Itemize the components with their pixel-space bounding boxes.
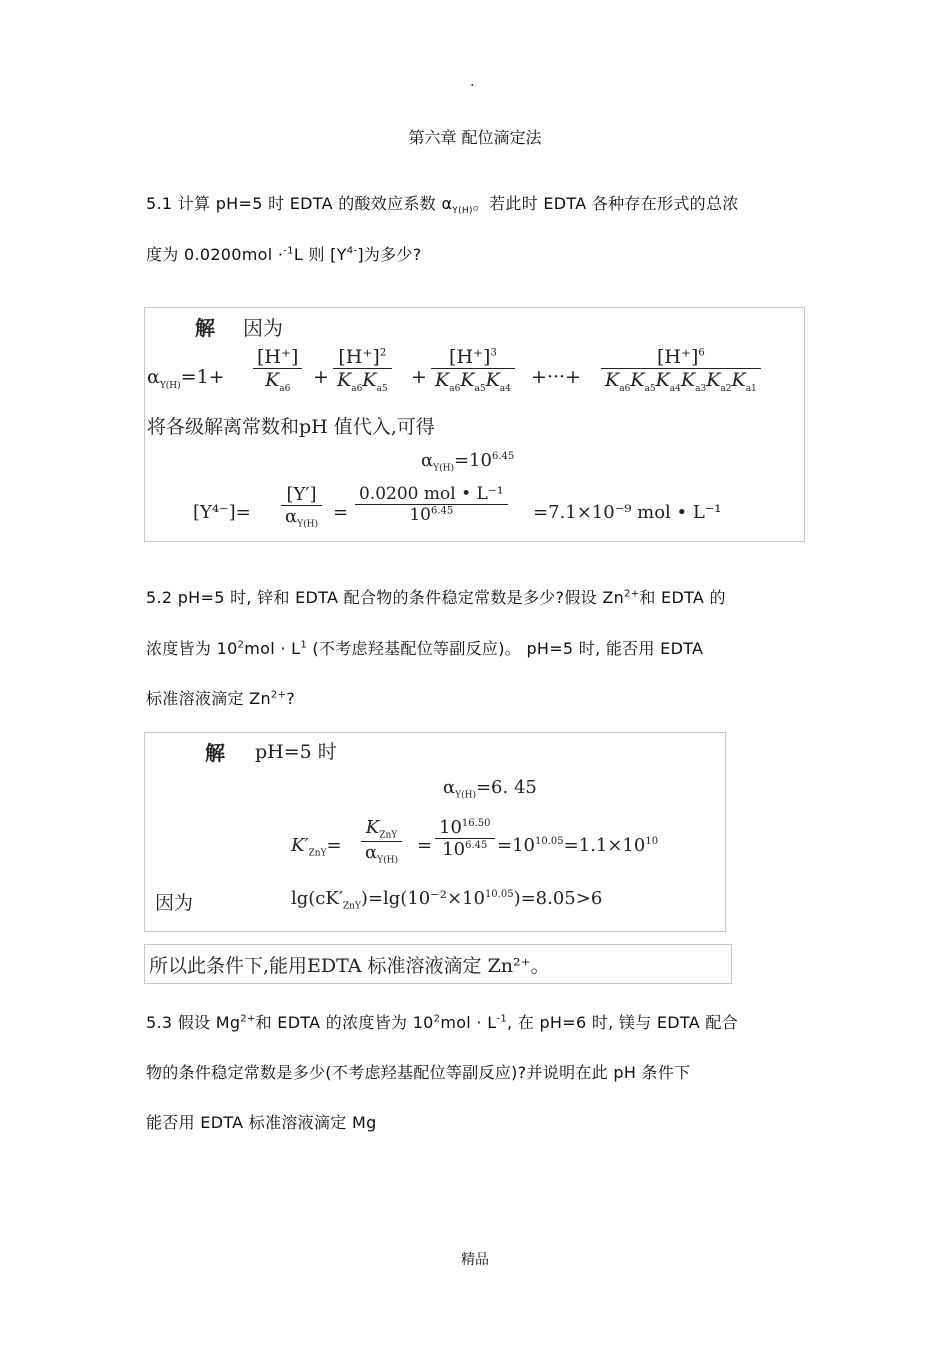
q51-line2 (146, 242, 422, 265)
k-sub: ZnY (308, 848, 327, 859)
alpha-b: =10 (453, 450, 492, 471)
q51-text-b: 。若此时 EDTA 各种存在形式的总浓 (472, 194, 739, 213)
alpha-exp: 6.45 (491, 451, 515, 462)
q51-sub: Y(H) (452, 206, 473, 217)
eq-mid: = (417, 835, 433, 856)
frac-num: [H⁺] (338, 346, 380, 368)
sol51-frac4: $\frac{[H^+]^6}{K_{a6}K_{a5}K_{a4}K_{a3}K_{a2}K_{a1}}$ (601, 346, 761, 394)
frac-num: [H⁺] (449, 346, 491, 368)
ten: 10 (409, 505, 431, 525)
k-frac: $K_{ZnY}$ $\alpha_{Y(H)}$ (361, 817, 402, 865)
sol51-jie: 解 (195, 316, 215, 340)
conc: 0.0200 mol • L⁻¹ (355, 484, 508, 505)
q51-line2-a: 度为 0.0200mol · (146, 245, 284, 264)
q52-line2-a: 浓度皆为 10 (146, 639, 238, 658)
sol52-lg-equation: $\lg(cK'_{ZnY})=\lg(10^{-2}\times 10^{10.05})=8.05>6$ (291, 888, 603, 912)
result-a: =10 (497, 835, 535, 856)
q53-line1-d: , 在 pH=6 时, 镁与 EDTA 配合 (507, 1013, 738, 1032)
q52-line1-b: 和 EDTA 的 (639, 588, 726, 607)
exp-645: 6.45 (465, 840, 488, 851)
exp-10: 10 (645, 836, 659, 847)
lg-result: )=8.05>6 (513, 888, 603, 909)
alpha-a: α (443, 777, 456, 798)
q51-line2-b: L 则 [Y (293, 245, 347, 264)
y4-lhs: [Y⁴⁻]= (193, 502, 251, 523)
sol51-alpha: α (147, 366, 160, 388)
page-footer: 精品 (461, 1252, 489, 1268)
exp: 6.45 (430, 505, 454, 517)
conc-frac (355, 484, 508, 525)
exp-1005: 10.05 (535, 836, 564, 847)
q52-line2-c: (不考虑羟基配位等副反应)。 pH=5 时, 能否用 EDTA (306, 639, 704, 658)
sol52-jie: 解 (205, 741, 225, 765)
q53-line1-sup3: -1 (496, 1013, 507, 1025)
q52-line2 (146, 636, 703, 659)
header-dot: . (470, 74, 475, 90)
alpha-a: α (421, 450, 434, 471)
sol51-frac2: $\frac{[H^+]^2}{K_{a6}K_{a5}}$ (333, 346, 392, 394)
sol52-yinwei: 因为 (155, 892, 194, 914)
y-frac: $\frac{[Y']}{\alpha_{Y(H)}}$ (281, 484, 322, 530)
q53-line2: 物的条件稳定常数是多少(不考虑羟基配位等副反应)?并说明在此 pH 条件下 (146, 1063, 691, 1082)
y-prime: [Y′] (281, 484, 322, 506)
alpha-b: =6. 45 (475, 777, 537, 798)
frac-num: [H⁺] (257, 346, 299, 368)
q53-line1 (146, 1010, 738, 1033)
q52-line2-sup: 2 (237, 639, 245, 651)
solution-52-image (144, 732, 726, 932)
frac-den: K (265, 369, 280, 391)
alpha-sub: Y(H) (433, 463, 454, 474)
q52-line2-sup2: 1 (300, 639, 307, 651)
chapter-title: 第六章 配位滴定法 (408, 128, 542, 147)
q53-line1-sup: 2+ (240, 1013, 256, 1025)
sol52-k-equation: $K'_{ZnY}=$ $K_{ZnY}$ $\alpha_{Y(H)}$ = $\frac{10^{16.50}}{10^{6.45}}$ $=10^{10.05}=1.1\times 10^{10}$ (291, 817, 659, 866)
q53-line1-c: mol · L (440, 1013, 497, 1032)
sol51-y4-equation: [Y⁴⁻]= $\frac{[Y']}{\alpha_{Y(H)}}$ = 0.0200 mol • L⁻¹ $10^{6.45}$ =7.1×10⁻⁹ mol • L⁻¹ (193, 484, 722, 530)
sol52-ph: pH=5 时 (255, 741, 337, 763)
q51-line2-sup: -1 (283, 245, 294, 257)
q52-line1-a: 5.2 pH=5 时, 锌和 EDTA 配合物的条件稳定常数是多少?假设 Zn (146, 588, 625, 607)
sol51-frac3: $\frac{[H^+]^3}{K_{a6}K_{a5}K_{a4}}$ (431, 346, 515, 394)
q52-line2-b: mol · L (244, 639, 301, 658)
frac-num: [H⁺] (656, 346, 699, 368)
lg-exp: 10.05 (484, 889, 514, 900)
solution-52-conclusion-image (144, 944, 732, 984)
q51-line1 (146, 191, 739, 216)
ten-frac: $\frac{10^{16.50}}{10^{6.45}}$ (435, 817, 495, 860)
q51-line2-sup2: 4- (346, 245, 358, 257)
q51-text-a: 5.1 计算 pH=5 时 EDTA 的酸效应系数 α (146, 194, 453, 213)
sol51-alpha-result (421, 450, 514, 474)
sol51-frac1: $\frac{[H^+]}{K_{a6}}$ (253, 346, 302, 394)
sol51-yinwei: 因为 (243, 316, 283, 340)
result-b: =1.1×10 (563, 835, 646, 856)
solution-51-image: 解 因为 $\alpha_{Y(H)}=1+$ $\frac{[H^+]}{K_{a6}}$ + $\frac{[H^+]^2}{K_{a6}K_{a5}}$ + $\frac{[H^+]^3}{K_{a6}K_{a5}K_{a4}}$ +···+ $\frac{[H^+]^6}{K_{a6}K_{a5}K_{a4}K_{a3}K_{a2}K_{a1}}$ 将各级解离常数和pH 值代入,可得 $\alpha_{Y(H)}=10^{6.45}$ [Y⁴⁻]= $\frac{[Y']}{\alpha_{Y(H)}}$ = 0.0200 mol • L⁻¹ $10^{6.45}$ =7.1×10⁻⁹ mol • L⁻¹ (144, 307, 805, 542)
sol52-conclusion: 所以此条件下,能用EDTA 标准溶液滴定 Zn²⁺。 (149, 955, 550, 977)
q53-line3: 能否用 EDTA 标准溶液滴定 Mg (146, 1113, 377, 1132)
q52-line1-sup: 2+ (624, 588, 640, 600)
q53-line1-b: 和 EDTA 的浓度皆为 10 (255, 1013, 434, 1032)
q52-line3-a: 标准溶液滴定 Zn (146, 689, 271, 708)
sol51-eq1: =1+ (180, 366, 225, 388)
alpha-sub: Y(H) (455, 790, 476, 801)
q53-line1-a: 5.3 假设 Mg (146, 1013, 241, 1032)
y4-result: =7.1×10⁻⁹ mol • L⁻¹ (533, 502, 722, 523)
q52-line3 (146, 686, 295, 709)
sol51-alpha-sub: Y(H) (159, 380, 181, 391)
lg-a: lg(cK′ (291, 888, 343, 909)
lg-b: )=lg(10⁻²×10 (360, 888, 485, 909)
q52-line3-sup: 2+ (270, 689, 287, 701)
exp-1650: 16.50 (461, 818, 491, 829)
q51-line2-c: ]为多少? (357, 245, 422, 264)
q52-line3-b: ? (286, 689, 296, 708)
q53-line1-sup2: 2 (433, 1013, 441, 1025)
sol52-alpha (443, 777, 537, 801)
sol51-substitute-text: 将各级解离常数和pH 值代入,可得 (147, 416, 435, 438)
q52-line1 (146, 585, 726, 608)
